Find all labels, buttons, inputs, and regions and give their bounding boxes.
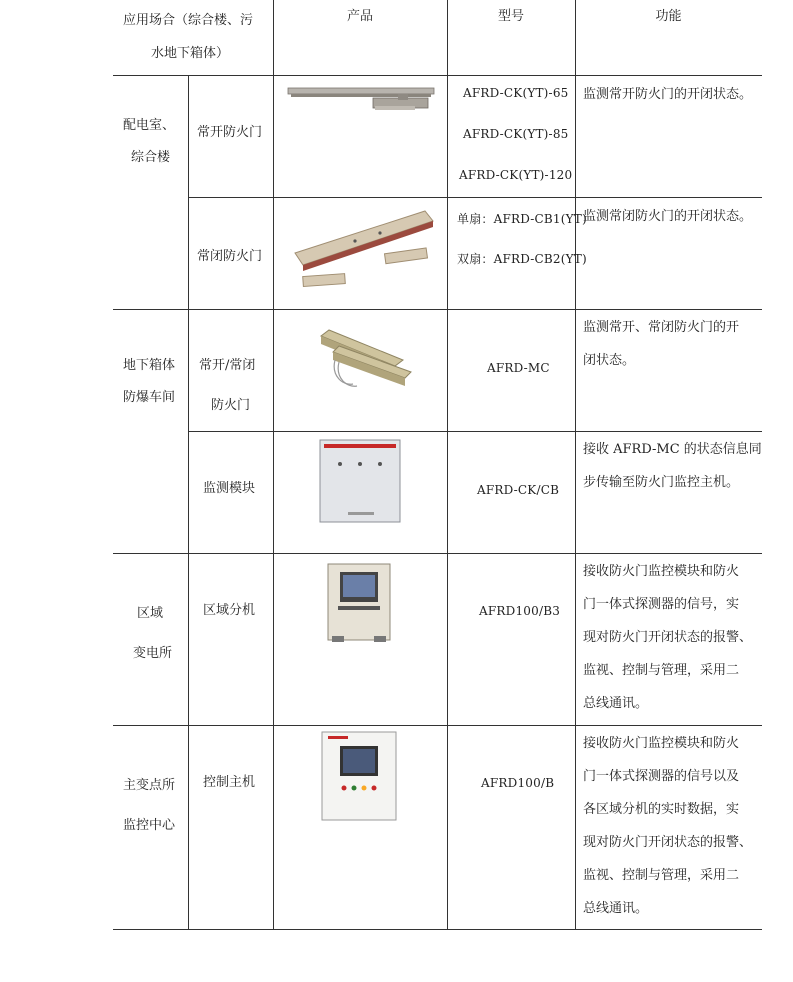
product-cell (203, 468, 273, 509)
function-cell (583, 724, 765, 925)
row-border-bottom (113, 929, 762, 930)
header-model (447, 0, 575, 37)
site-line1: 主变点所 (123, 778, 176, 793)
product-cell (197, 236, 273, 277)
product-label: 控制主机 (203, 775, 256, 790)
product-cell (203, 590, 273, 631)
function-line: 各区域分机的实时数据，实 (583, 802, 740, 817)
col-border-4 (575, 0, 576, 930)
product-label-line2: 防火门 (211, 398, 251, 413)
function-line: 门一体式探测器的信号以及 (583, 769, 740, 784)
door-closer-image (283, 80, 438, 120)
site-line1: 区域 (137, 606, 164, 621)
header-model-label: 型号 (497, 9, 524, 24)
header-function (575, 0, 762, 37)
magnetic-switch-image (285, 203, 440, 298)
header-product-label: 产品 (346, 9, 373, 24)
function-cell (583, 196, 763, 237)
model-line (481, 776, 554, 790)
header-product (273, 0, 447, 37)
product-cell (197, 112, 273, 153)
header-site-line2: 水地下箱体） (151, 46, 230, 61)
col-border-2 (273, 0, 274, 930)
function-line: 接收防火门监控模块和防火 (583, 736, 740, 751)
site-line2: 防爆车间 (123, 390, 176, 405)
product-label: 常开防火门 (197, 125, 263, 140)
site-line2: 变电所 (133, 646, 173, 661)
model-line (459, 168, 572, 182)
model-line (457, 250, 587, 267)
model-text: 双扇：AFRD-CB2(YT) (457, 252, 587, 266)
model-text: AFRD100/B3 (479, 604, 561, 618)
function-line: 总线通讯。 (583, 696, 649, 711)
site-cell (133, 594, 188, 674)
function-line: 监视、控制与管理，采用二 (583, 663, 740, 678)
function-line: 监视、控制与管理，采用二 (583, 868, 740, 883)
site-line1: 配电室、 (123, 118, 176, 133)
monitor-module-image (318, 438, 403, 525)
function-line: 闭状态。 (583, 353, 636, 368)
model-text: AFRD100/B (481, 776, 555, 790)
zone-unit-image (326, 562, 394, 644)
function-line: 步传输至防火门监控主机。 (583, 475, 740, 490)
product-cell (203, 762, 273, 803)
product-label: 常闭防火门 (197, 249, 263, 264)
model-line (463, 86, 569, 100)
function-line: 监测常开防火门的开闭状态。 (583, 87, 753, 102)
site-cell (123, 350, 188, 414)
header-site (123, 0, 273, 74)
model-text: AFRD-CK/CB (477, 483, 560, 497)
site-line2: 综合楼 (131, 150, 171, 165)
product-label-line1: 常开/常闭 (199, 358, 256, 373)
function-line: 接收防火门监控模块和防火 (583, 564, 740, 579)
function-line: 门一体式探测器的信号，实 (583, 597, 740, 612)
model-text: AFRD-CK(YT)-120 (459, 168, 573, 182)
model-line (479, 604, 560, 618)
function-line: 监测常开、常闭防火门的开 (583, 320, 740, 335)
header-function-label: 功能 (655, 9, 682, 24)
model-text: AFRD-CK(YT)-65 (463, 86, 569, 100)
function-cell (583, 552, 765, 720)
function-line: 监测常闭防火门的开闭状态。 (583, 209, 753, 224)
site-line2: 监控中心 (123, 818, 176, 833)
function-line: 现对防火门开闭状态的报警、 (583, 835, 753, 850)
control-host-image (320, 730, 400, 824)
product-label: 监测模块 (203, 481, 256, 496)
function-line: 现对防火门开闭状态的报警、 (583, 630, 753, 645)
model-line (477, 483, 559, 497)
function-cell (583, 74, 763, 115)
col-border-3 (447, 0, 448, 930)
site-cell (123, 110, 188, 174)
site-cell (123, 766, 188, 846)
product-table (113, 0, 762, 930)
model-text: AFRD-CK(YT)-85 (463, 127, 569, 141)
function-cell (583, 430, 763, 499)
model-text: 单扇：AFRD-CB1(YT) (457, 212, 587, 226)
function-line: 总线通讯。 (583, 901, 649, 916)
col-border-1 (188, 75, 189, 930)
header-site-line1: 应用场合（综合楼、污 (123, 13, 254, 28)
model-text: AFRD-MC (487, 361, 550, 375)
model-line (457, 210, 587, 227)
model-line (487, 361, 550, 375)
site-line1: 地下箱体 (123, 358, 176, 373)
product-label: 区域分机 (203, 603, 256, 618)
function-cell (583, 308, 763, 377)
function-line: 接收 AFRD-MC 的状态信息同 (583, 442, 762, 457)
product-cell (199, 346, 273, 426)
door-sensor-image (313, 316, 413, 396)
model-line (463, 127, 569, 141)
